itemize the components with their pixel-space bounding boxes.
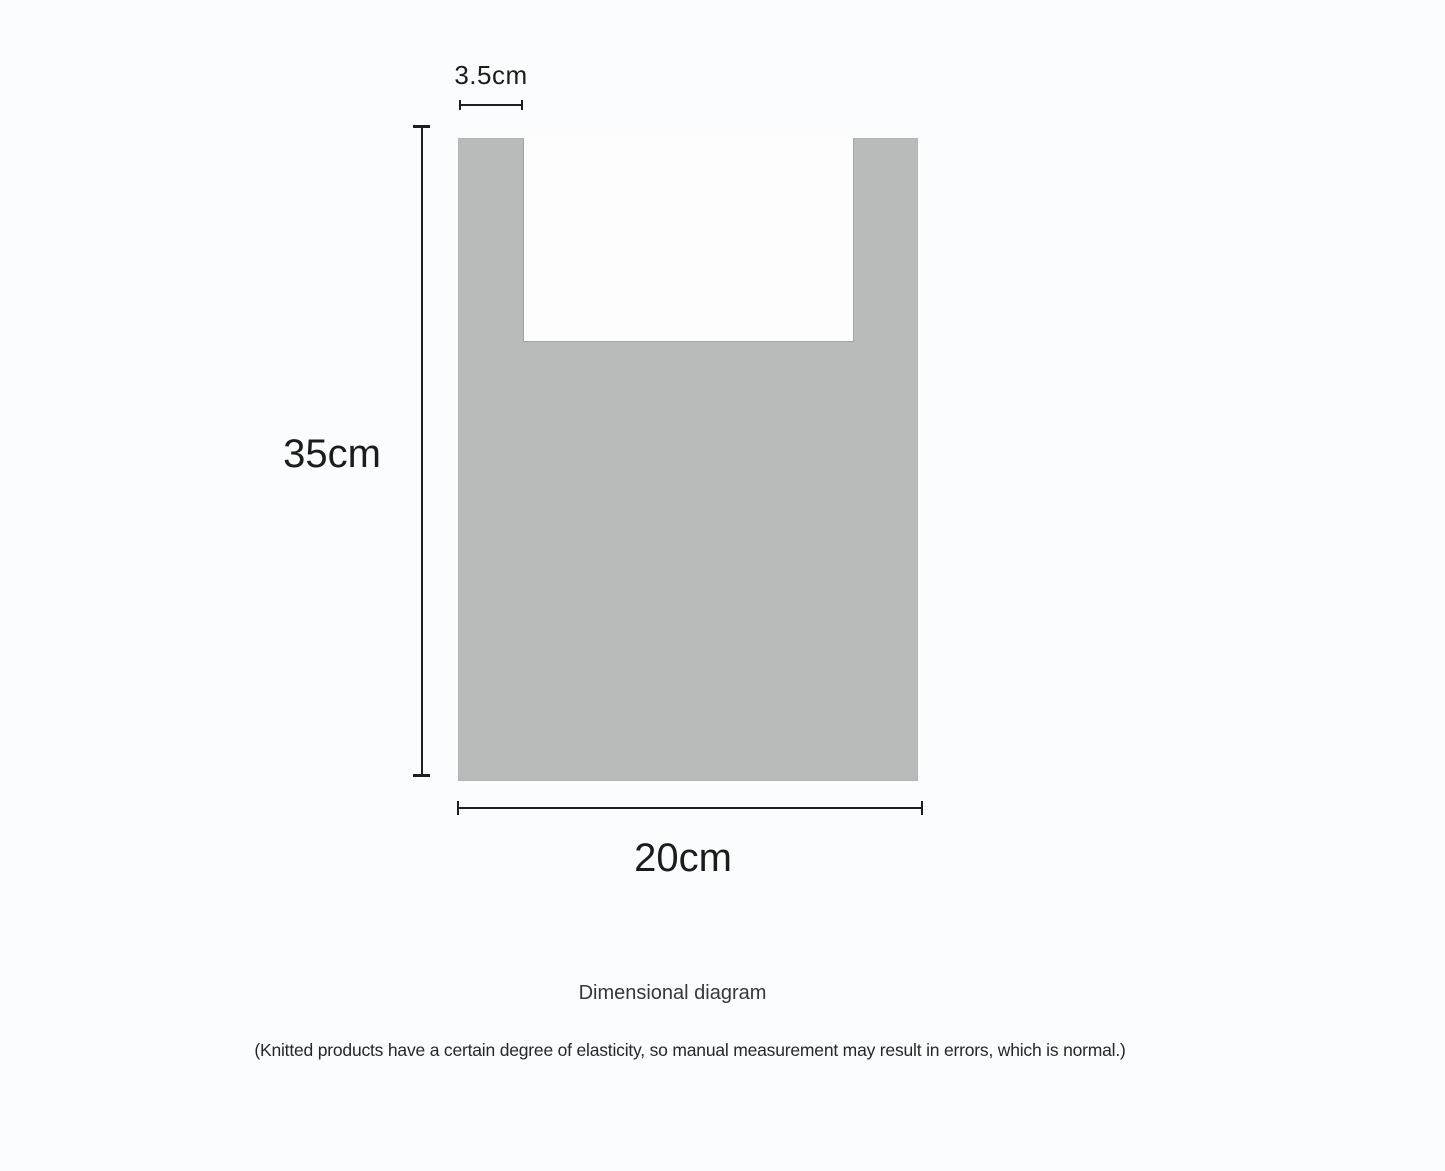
bag-shape — [458, 138, 918, 781]
diagram-title: Dimensional diagram — [578, 982, 767, 1004]
strap-width-dimension-line — [459, 104, 523, 106]
height-dimension-line — [421, 125, 423, 777]
width-dimension-line — [457, 807, 923, 809]
height-label: 35cm — [283, 432, 381, 476]
diagram-note: (Knitted products have a certain degree of elasticity, so manual measurement may result in errors, which is normal.) — [254, 1040, 1126, 1060]
width-label: 20cm — [634, 836, 732, 880]
strap-width-label: 3.5cm — [454, 60, 528, 90]
bag-handle-notch — [523, 138, 854, 342]
